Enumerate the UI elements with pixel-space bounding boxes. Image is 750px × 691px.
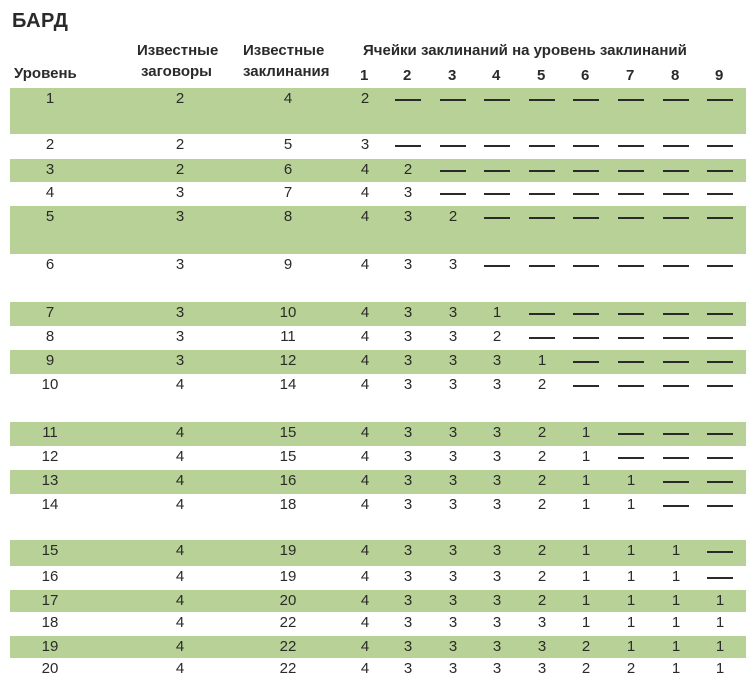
slot-cell: 3 — [537, 660, 547, 677]
spells-cell: 22 — [279, 614, 297, 631]
level-cell: 19 — [41, 638, 59, 655]
slot-dash — [707, 505, 733, 507]
slot-cell: 1 — [626, 568, 636, 585]
slot-cell: 2 — [581, 638, 591, 655]
spells-cell: 4 — [283, 90, 293, 107]
slot-cell: 3 — [403, 376, 413, 393]
slot-cell: 2 — [403, 161, 413, 178]
level-cell: 10 — [41, 376, 59, 393]
slot-cell: 4 — [360, 496, 370, 513]
slot-dash — [707, 481, 733, 483]
slot-dash — [573, 337, 599, 339]
level-cell: 6 — [45, 256, 55, 273]
slot-cell: 4 — [360, 638, 370, 655]
slot-cell: 3 — [403, 256, 413, 273]
header-spells-line1: Известные — [243, 42, 325, 59]
slot-cell: 2 — [360, 90, 370, 107]
slot-cell: 3 — [492, 352, 502, 369]
slot-cell: 3 — [448, 496, 458, 513]
slot-cell: 3 — [403, 304, 413, 321]
slot-dash — [484, 265, 510, 267]
slot-dash — [707, 313, 733, 315]
spells-cell: 8 — [283, 208, 293, 225]
spells-cell: 11 — [280, 328, 296, 345]
spells-cell: 22 — [279, 638, 297, 655]
slot-cell: 3 — [448, 304, 458, 321]
cantrips-cell: 4 — [175, 592, 185, 609]
slot-dash — [484, 193, 510, 195]
cantrips-cell: 4 — [175, 660, 185, 677]
slot-dash — [618, 193, 644, 195]
slot-level-header: 6 — [581, 67, 590, 84]
slot-cell: 4 — [360, 592, 370, 609]
cantrips-cell: 2 — [175, 90, 185, 107]
slot-dash — [707, 577, 733, 579]
slot-cell: 3 — [403, 592, 413, 609]
slot-dash — [707, 193, 733, 195]
slot-dash — [529, 170, 555, 172]
slot-cell: 3 — [492, 568, 502, 585]
slot-cell: 1 — [626, 542, 636, 559]
slot-cell: 4 — [360, 376, 370, 393]
slot-cell: 1 — [537, 352, 547, 369]
slot-cell: 3 — [448, 256, 458, 273]
spells-cell: 19 — [279, 542, 297, 559]
slot-cell: 4 — [360, 424, 370, 441]
slot-cell: 1 — [626, 592, 636, 609]
slot-cell: 4 — [360, 328, 370, 345]
slot-dash — [573, 99, 599, 101]
slot-cell: 3 — [403, 542, 413, 559]
slot-cell: 2 — [537, 496, 547, 513]
slot-dash — [440, 99, 466, 101]
cantrips-cell: 3 — [175, 184, 185, 201]
slot-cell: 1 — [715, 614, 725, 631]
slot-cell: 1 — [715, 592, 725, 609]
slot-cell: 3 — [448, 592, 458, 609]
slot-dash — [529, 265, 555, 267]
spells-cell: 5 — [283, 136, 293, 153]
slot-cell: 2 — [537, 592, 547, 609]
slot-cell: 4 — [360, 568, 370, 585]
slot-level-header: 8 — [671, 67, 680, 84]
spells-cell: 9 — [283, 256, 293, 273]
slot-cell: 1 — [715, 660, 725, 677]
slot-cell: 3 — [492, 638, 502, 655]
spells-cell: 19 — [279, 568, 297, 585]
slot-cell: 4 — [360, 161, 370, 178]
slot-cell: 4 — [360, 304, 370, 321]
slot-cell: 3 — [403, 472, 413, 489]
slot-dash — [663, 193, 689, 195]
slot-dash — [618, 385, 644, 387]
slot-dash — [484, 99, 510, 101]
slot-cell: 2 — [537, 376, 547, 393]
slot-dash — [707, 217, 733, 219]
slot-cell: 3 — [448, 542, 458, 559]
level-cell: 2 — [45, 136, 55, 153]
slot-cell: 4 — [360, 542, 370, 559]
slot-dash — [663, 457, 689, 459]
slot-dash — [618, 145, 644, 147]
slot-cell: 3 — [492, 424, 502, 441]
header-cantrips-line2: заговоры — [141, 63, 212, 80]
header-slots-caption: Ячейки заклинаний на уровень заклинаний — [363, 42, 687, 59]
level-cell: 8 — [45, 328, 55, 345]
cantrips-cell: 4 — [175, 638, 185, 655]
slot-cell: 4 — [360, 184, 370, 201]
spells-cell: 14 — [279, 376, 297, 393]
slot-cell: 1 — [492, 304, 502, 321]
slot-cell: 3 — [448, 638, 458, 655]
slot-cell: 3 — [360, 136, 370, 153]
header-cantrips-line1: Известные — [137, 42, 219, 59]
slot-dash — [707, 457, 733, 459]
slot-dash — [663, 170, 689, 172]
slot-cell: 3 — [492, 542, 502, 559]
slot-cell: 4 — [360, 256, 370, 273]
slot-dash — [663, 337, 689, 339]
slot-cell: 1 — [671, 660, 681, 677]
slot-cell: 1 — [626, 472, 636, 489]
spells-cell: 20 — [279, 592, 297, 609]
level-cell: 17 — [41, 592, 59, 609]
slot-dash — [484, 217, 510, 219]
slot-level-header: 5 — [537, 67, 546, 84]
spells-cell: 15 — [279, 424, 297, 441]
spells-cell: 15 — [279, 448, 297, 465]
slot-dash — [529, 337, 555, 339]
slot-level-header: 2 — [403, 67, 412, 84]
slot-dash — [573, 170, 599, 172]
slot-cell: 3 — [403, 328, 413, 345]
slot-cell: 3 — [492, 592, 502, 609]
slot-cell: 1 — [581, 448, 591, 465]
slot-cell: 1 — [671, 568, 681, 585]
slot-dash — [663, 217, 689, 219]
level-cell: 20 — [41, 660, 59, 677]
slot-dash — [707, 170, 733, 172]
slot-cell: 3 — [448, 328, 458, 345]
slot-cell: 3 — [492, 376, 502, 393]
slot-dash — [573, 193, 599, 195]
level-cell: 9 — [45, 352, 55, 369]
slot-dash — [707, 265, 733, 267]
slot-cell: 4 — [360, 352, 370, 369]
cantrips-cell: 3 — [175, 208, 185, 225]
level-cell: 15 — [41, 542, 59, 559]
slot-dash — [618, 99, 644, 101]
cantrips-cell: 2 — [175, 161, 185, 178]
spells-cell: 10 — [279, 304, 297, 321]
slot-dash — [707, 361, 733, 363]
slot-dash — [618, 337, 644, 339]
level-cell: 13 — [41, 472, 59, 489]
slot-dash — [529, 193, 555, 195]
slot-cell: 3 — [403, 660, 413, 677]
slot-cell: 2 — [492, 328, 502, 345]
slot-cell: 1 — [671, 638, 681, 655]
slot-cell: 2 — [537, 424, 547, 441]
slot-cell: 1 — [671, 542, 681, 559]
slot-dash — [663, 313, 689, 315]
cantrips-cell: 4 — [175, 542, 185, 559]
slot-cell: 4 — [360, 614, 370, 631]
slot-cell: 1 — [626, 614, 636, 631]
slot-cell: 3 — [448, 448, 458, 465]
slot-cell: 1 — [581, 614, 591, 631]
spells-cell: 12 — [279, 352, 297, 369]
slot-dash — [573, 361, 599, 363]
slot-dash — [618, 265, 644, 267]
slot-cell: 3 — [537, 614, 547, 631]
slot-dash — [573, 385, 599, 387]
slot-cell: 3 — [403, 568, 413, 585]
slot-cell: 3 — [403, 614, 413, 631]
slot-dash — [663, 99, 689, 101]
slot-level-header: 9 — [715, 67, 724, 84]
level-cell: 3 — [45, 161, 55, 178]
slot-dash — [618, 457, 644, 459]
slot-level-header: 4 — [492, 67, 501, 84]
slot-cell: 2 — [537, 568, 547, 585]
slot-dash — [618, 313, 644, 315]
level-cell: 11 — [42, 424, 58, 441]
slot-cell: 2 — [581, 660, 591, 677]
slot-dash — [573, 313, 599, 315]
slot-cell: 1 — [581, 472, 591, 489]
level-cell: 18 — [41, 614, 59, 631]
slot-cell: 3 — [448, 424, 458, 441]
cantrips-cell: 4 — [175, 376, 185, 393]
table-title: БАРД — [12, 10, 69, 32]
slot-dash — [529, 217, 555, 219]
slot-cell: 2 — [537, 542, 547, 559]
slot-cell: 3 — [492, 496, 502, 513]
slot-dash — [573, 265, 599, 267]
slot-dash — [707, 385, 733, 387]
slot-cell: 3 — [492, 448, 502, 465]
slot-dash — [663, 265, 689, 267]
slot-cell: 3 — [448, 568, 458, 585]
slot-dash — [529, 313, 555, 315]
slot-dash — [618, 433, 644, 435]
slot-dash — [663, 145, 689, 147]
slot-cell: 4 — [360, 472, 370, 489]
slot-cell: 3 — [403, 424, 413, 441]
slot-dash — [440, 170, 466, 172]
slot-dash — [707, 145, 733, 147]
slot-dash — [663, 481, 689, 483]
slot-cell: 3 — [492, 614, 502, 631]
slot-cell: 3 — [403, 352, 413, 369]
level-cell: 5 — [45, 208, 55, 225]
slot-cell: 1 — [581, 496, 591, 513]
slot-dash — [663, 361, 689, 363]
slot-cell: 1 — [581, 424, 591, 441]
cantrips-cell: 4 — [175, 496, 185, 513]
slot-cell: 2 — [448, 208, 458, 225]
header-level: Уровень — [14, 65, 77, 82]
slot-dash — [529, 99, 555, 101]
slot-cell: 1 — [671, 614, 681, 631]
slot-cell: 1 — [581, 568, 591, 585]
level-cell: 7 — [45, 304, 55, 321]
slot-cell: 3 — [492, 660, 502, 677]
cantrips-cell: 4 — [175, 614, 185, 631]
slot-cell: 1 — [626, 638, 636, 655]
slot-level-header: 7 — [626, 67, 635, 84]
slot-dash — [573, 145, 599, 147]
slot-cell: 1 — [581, 592, 591, 609]
slot-dash — [618, 361, 644, 363]
slot-dash — [484, 145, 510, 147]
slot-cell: 1 — [626, 496, 636, 513]
slot-dash — [618, 170, 644, 172]
cantrips-cell: 3 — [175, 328, 185, 345]
slot-cell: 1 — [715, 638, 725, 655]
slot-cell: 4 — [360, 660, 370, 677]
slot-cell: 2 — [626, 660, 636, 677]
slot-dash — [395, 145, 421, 147]
cantrips-cell: 4 — [175, 448, 185, 465]
spells-cell: 22 — [279, 660, 297, 677]
slot-cell: 3 — [403, 496, 413, 513]
level-cell: 16 — [41, 568, 59, 585]
level-cell: 12 — [41, 448, 59, 465]
level-cell: 4 — [45, 184, 55, 201]
cantrips-cell: 4 — [175, 568, 185, 585]
spells-cell: 16 — [279, 472, 297, 489]
slot-dash — [663, 505, 689, 507]
slot-level-header: 3 — [448, 67, 457, 84]
cantrips-cell: 3 — [175, 304, 185, 321]
spells-cell: 7 — [283, 184, 293, 201]
slot-cell: 3 — [448, 352, 458, 369]
cantrips-cell: 2 — [175, 136, 185, 153]
slot-cell: 3 — [448, 614, 458, 631]
slot-dash — [707, 433, 733, 435]
slot-cell: 3 — [403, 184, 413, 201]
slot-cell: 3 — [492, 472, 502, 489]
slot-cell: 4 — [360, 448, 370, 465]
slot-cell: 3 — [448, 660, 458, 677]
level-cell: 14 — [41, 496, 59, 513]
slot-cell: 3 — [537, 638, 547, 655]
level-cell: 1 — [45, 90, 55, 107]
cantrips-cell: 4 — [175, 472, 185, 489]
slot-cell: 3 — [403, 448, 413, 465]
slot-cell: 4 — [360, 208, 370, 225]
cantrips-cell: 4 — [175, 424, 185, 441]
slot-dash — [440, 193, 466, 195]
slot-cell: 3 — [403, 208, 413, 225]
slot-dash — [663, 433, 689, 435]
spells-cell: 6 — [283, 161, 293, 178]
slot-dash — [484, 170, 510, 172]
slot-cell: 3 — [448, 376, 458, 393]
slot-dash — [707, 337, 733, 339]
slot-cell: 2 — [537, 472, 547, 489]
slot-dash — [707, 551, 733, 553]
slot-level-header: 1 — [360, 67, 369, 84]
header-spells-line2: заклинания — [243, 63, 330, 80]
slot-dash — [663, 385, 689, 387]
slot-cell: 3 — [448, 472, 458, 489]
slot-dash — [440, 145, 466, 147]
slot-cell: 2 — [537, 448, 547, 465]
slot-dash — [618, 217, 644, 219]
cantrips-cell: 3 — [175, 352, 185, 369]
slot-cell: 1 — [671, 592, 681, 609]
slot-dash — [529, 145, 555, 147]
slot-cell: 3 — [403, 638, 413, 655]
slot-dash — [395, 99, 421, 101]
cantrips-cell: 3 — [175, 256, 185, 273]
spells-cell: 18 — [279, 496, 297, 513]
slot-dash — [573, 217, 599, 219]
slot-cell: 1 — [581, 542, 591, 559]
slot-dash — [707, 99, 733, 101]
